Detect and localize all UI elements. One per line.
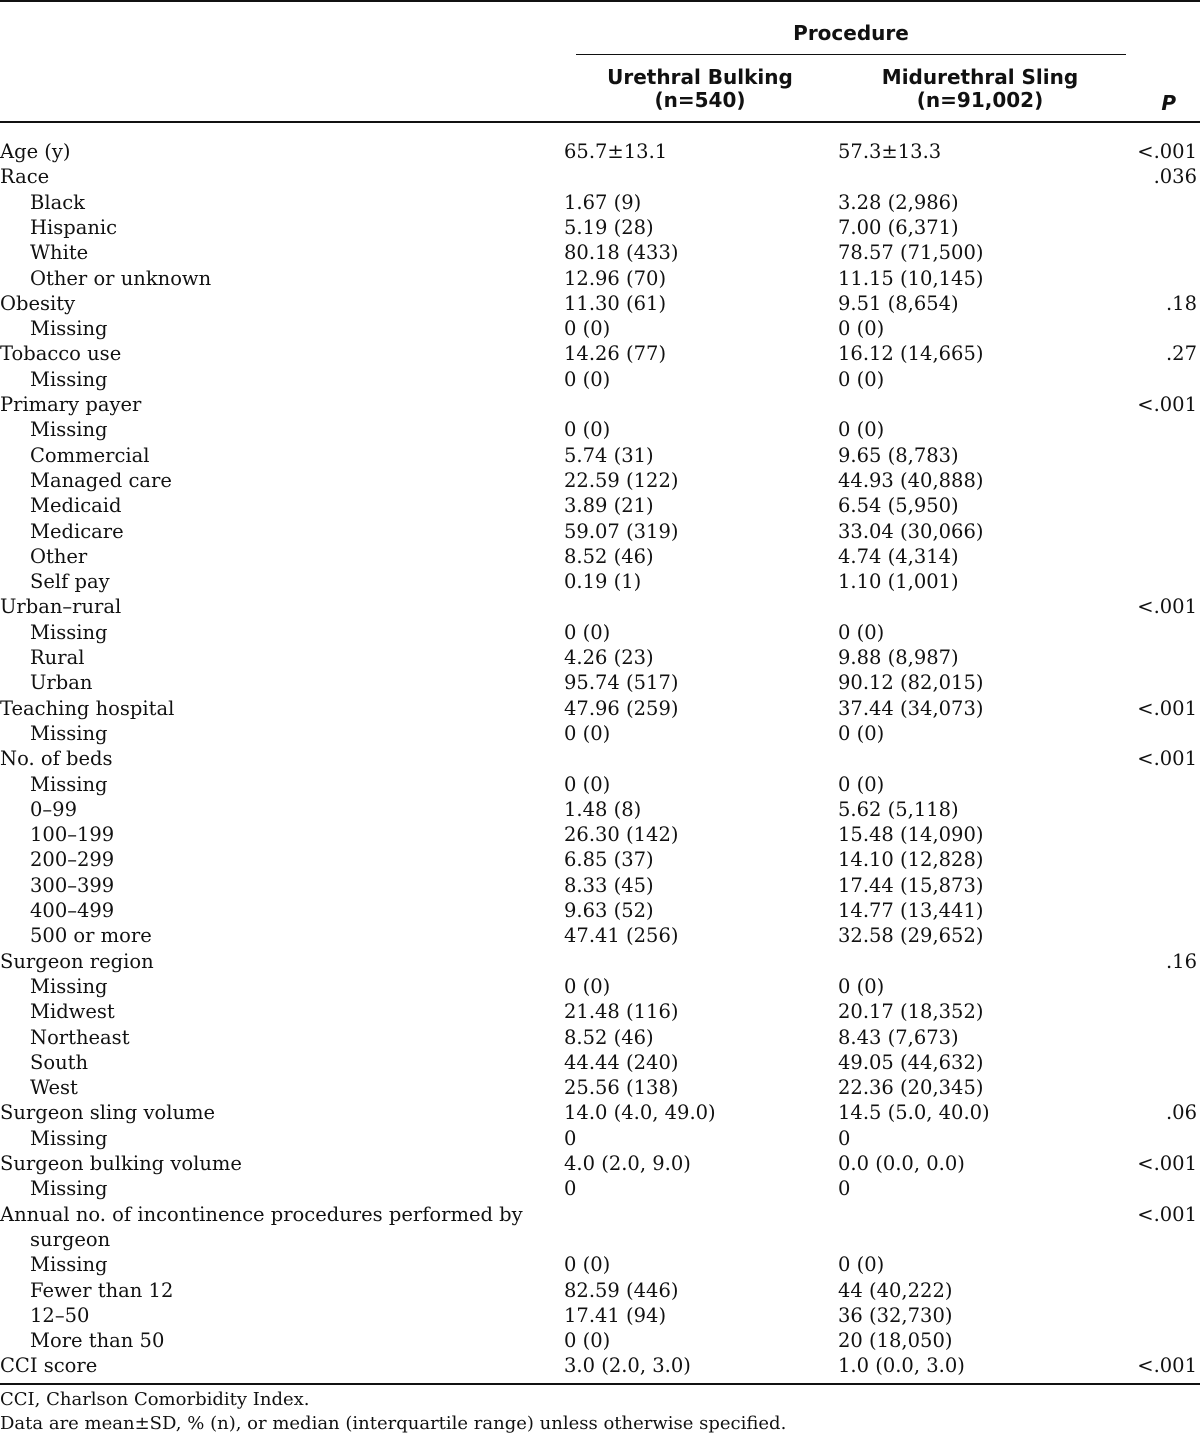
row-label: 12–50 xyxy=(30,1303,90,1327)
row-label: Surgeon region xyxy=(0,949,154,973)
urethral-bulking-value: 0 (0) xyxy=(564,367,611,391)
urethral-bulking-value: 4.0 (2.0, 9.0) xyxy=(564,1152,691,1175)
urethral-bulking-value: 0 (0) xyxy=(564,1253,611,1277)
table-row xyxy=(0,1252,1200,1277)
midurethral-sling-value: 0 (0) xyxy=(838,317,885,341)
row-label: Missing xyxy=(30,1177,108,1201)
row-label: Tobacco use xyxy=(0,342,122,366)
table-row xyxy=(0,1202,1200,1227)
table-row xyxy=(0,493,1200,518)
table-row xyxy=(0,468,1200,493)
midurethral-sling-value: 3.28 (2,986) xyxy=(838,190,959,214)
p-value: .18 xyxy=(1165,291,1197,315)
table-row xyxy=(0,772,1200,797)
row-label: Primary payer xyxy=(0,393,142,416)
urethral-bulking-value: 8.33 (45) xyxy=(564,873,654,897)
p-value: <.001 xyxy=(1137,595,1197,619)
midurethral-sling-value: 90.12 (82,015) xyxy=(838,671,984,695)
urethral-bulking-value: 3.89 (21) xyxy=(564,494,654,518)
table-row xyxy=(0,1303,1200,1328)
midurethral-sling-value: 0 (0) xyxy=(838,620,885,644)
row-label: White xyxy=(30,241,89,265)
p-value: <.001 xyxy=(1137,140,1197,163)
midurethral-sling-value: 0.0 (0.0, 0.0) xyxy=(838,1152,965,1175)
row-label: 500 or more xyxy=(30,924,152,948)
p-value: .27 xyxy=(1165,342,1197,366)
row-label: Missing xyxy=(30,317,108,341)
row-label: Missing xyxy=(30,772,108,796)
procedure-header: Procedure xyxy=(793,21,909,45)
midurethral-sling-title: Midurethral Sling xyxy=(881,65,1079,89)
table-row xyxy=(0,367,1200,392)
row-label: Urban xyxy=(30,671,93,695)
urethral-bulking-value: 80.18 (433) xyxy=(564,241,679,265)
midurethral-sling-value: 0 (0) xyxy=(838,721,885,745)
midurethral-sling-value: 0 (0) xyxy=(838,418,885,442)
row-label: Other or unknown xyxy=(30,266,212,290)
table-row xyxy=(0,1126,1200,1151)
row-label: West xyxy=(30,1076,78,1100)
row-label: Hispanic xyxy=(30,215,118,239)
header-rule xyxy=(0,121,1200,123)
table-row xyxy=(0,1050,1200,1075)
urethral-bulking-value: 5.74 (31) xyxy=(564,443,654,467)
table-row xyxy=(0,139,1200,164)
urethral-bulking-value: 22.59 (122) xyxy=(564,468,679,492)
midurethral-sling-value: 11.15 (10,145) xyxy=(838,266,984,290)
table-row xyxy=(0,266,1200,291)
urethral-bulking-value: 82.59 (446) xyxy=(564,1278,679,1302)
urethral-bulking-value: 25.56 (138) xyxy=(564,1076,679,1100)
midurethral-sling-value: 1.0 (0.0, 3.0) xyxy=(838,1354,965,1378)
urethral-bulking-value: 0 (0) xyxy=(564,1329,611,1353)
midurethral-sling-value: 22.36 (20,345) xyxy=(838,1076,984,1100)
table-row xyxy=(0,519,1200,544)
table-row xyxy=(0,898,1200,923)
urethral-bulking-value: 11.30 (61) xyxy=(564,291,667,315)
row-label: Managed care xyxy=(30,468,172,492)
row-label: 300–399 xyxy=(30,873,115,897)
midurethral-sling-value: 9.88 (8,987) xyxy=(838,646,959,669)
table-row xyxy=(0,873,1200,898)
table-row xyxy=(0,999,1200,1024)
urethral-bulking-value: 8.52 (46) xyxy=(564,544,654,568)
table-row xyxy=(0,392,1200,417)
midurethral-sling-value: 6.54 (5,950) xyxy=(838,494,959,518)
midurethral-sling-value: 15.48 (14,090) xyxy=(838,823,984,847)
row-label: Medicare xyxy=(30,519,124,543)
midurethral-sling-value: 5.62 (5,118) xyxy=(838,797,959,821)
table-row xyxy=(0,215,1200,240)
urethral-bulking-value: 47.96 (259) xyxy=(564,696,679,720)
row-label: Missing xyxy=(30,1253,108,1277)
table-row xyxy=(0,291,1200,316)
table-row xyxy=(0,164,1200,189)
midurethral-sling-value: 36 (32,730) xyxy=(838,1303,953,1327)
row-label: Surgeon bulking volume xyxy=(0,1152,242,1175)
midurethral-sling-value: 0 (0) xyxy=(838,974,885,998)
row-label: South xyxy=(30,1050,89,1074)
p-value: <.001 xyxy=(1137,696,1197,720)
row-label: Midwest xyxy=(30,1000,115,1024)
table-row xyxy=(0,1025,1200,1050)
row-label: Commercial xyxy=(30,443,150,467)
p-value: .036 xyxy=(1153,165,1197,189)
urethral-bulking-value: 0 xyxy=(564,1177,577,1201)
urethral-bulking-value: 95.74 (517) xyxy=(564,671,679,695)
urethral-bulking-value: 26.30 (142) xyxy=(564,823,679,847)
table-row xyxy=(0,1227,1200,1252)
row-label: Northeast xyxy=(30,1025,130,1049)
table-row xyxy=(0,620,1200,645)
row-label: Medicaid xyxy=(30,494,122,518)
table-row xyxy=(0,443,1200,468)
row-label: 400–499 xyxy=(30,899,115,922)
midurethral-sling-value: 7.00 (6,371) xyxy=(838,215,959,239)
urethral-bulking-value: 0 (0) xyxy=(564,974,611,998)
urethral-bulking-value: 0 (0) xyxy=(564,620,611,644)
urethral-bulking-value: 17.41 (94) xyxy=(564,1303,667,1327)
table-row xyxy=(0,190,1200,215)
row-label: Surgeon sling volume xyxy=(0,1101,216,1125)
table-top-rule xyxy=(0,0,1200,2)
row-label: Teaching hospital xyxy=(0,696,175,720)
table-row xyxy=(0,594,1200,619)
table-row xyxy=(0,544,1200,569)
p-value: <.001 xyxy=(1137,1202,1197,1226)
table-row xyxy=(0,721,1200,746)
row-label: Fewer than 12 xyxy=(30,1278,174,1302)
table-row xyxy=(0,797,1200,822)
table-row xyxy=(0,670,1200,695)
urethral-bulking-value: 6.85 (37) xyxy=(564,848,654,872)
table-row xyxy=(0,316,1200,341)
table-row xyxy=(0,949,1200,974)
p-value: <.001 xyxy=(1137,747,1197,771)
p-value: <.001 xyxy=(1137,393,1197,416)
urethral-bulking-value: 0.19 (1) xyxy=(564,570,642,594)
footnote-data-format: Data are mean±SD, % (n), or median (interquartile range) unless otherwise specified. xyxy=(0,1413,787,1434)
table-row xyxy=(0,822,1200,847)
urethral-bulking-value: 65.7±13.1 xyxy=(564,140,668,163)
p-value-header: P xyxy=(1161,91,1176,115)
midurethral-sling-value: 0 xyxy=(838,1126,851,1150)
midurethral-sling-value: 44.93 (40,888) xyxy=(838,468,984,492)
row-label: Missing xyxy=(30,974,108,998)
table-row xyxy=(0,696,1200,721)
procedure-underline xyxy=(576,54,1126,55)
midurethral-sling-value: 14.10 (12,828) xyxy=(838,848,984,872)
row-label: Self pay xyxy=(30,570,110,594)
urethral-bulking-header xyxy=(570,66,830,112)
row-label: Other xyxy=(30,544,88,568)
table-row xyxy=(0,1353,1200,1378)
urethral-bulking-value: 47.41 (256) xyxy=(564,924,679,948)
midurethral-sling-value: 8.43 (7,673) xyxy=(838,1025,959,1049)
table-row xyxy=(0,1100,1200,1125)
urethral-bulking-value: 14.0 (4.0, 49.0) xyxy=(564,1101,716,1125)
midurethral-sling-value: 14.5 (5.0, 40.0) xyxy=(838,1101,990,1125)
urethral-bulking-value: 0 (0) xyxy=(564,721,611,745)
midurethral-sling-value: 20.17 (18,352) xyxy=(838,1000,984,1024)
table-row xyxy=(0,1278,1200,1303)
urethral-bulking-value: 0 xyxy=(564,1126,577,1150)
urethral-bulking-value: 44.44 (240) xyxy=(564,1050,679,1074)
urethral-bulking-value: 21.48 (116) xyxy=(564,1000,679,1024)
urethral-bulking-value: 59.07 (319) xyxy=(564,519,679,543)
table-bottom-rule xyxy=(0,1383,1200,1385)
table-row xyxy=(0,1151,1200,1176)
row-label: 100–199 xyxy=(30,823,115,847)
table-row xyxy=(0,645,1200,670)
urethral-bulking-n: (n=540) xyxy=(654,88,746,112)
table-row xyxy=(0,1328,1200,1353)
table-row xyxy=(0,847,1200,872)
table-row xyxy=(0,974,1200,999)
midurethral-sling-value: 49.05 (44,632) xyxy=(838,1050,984,1074)
midurethral-sling-value: 32.58 (29,652) xyxy=(838,924,984,948)
row-label: Urban–rural xyxy=(0,595,122,619)
urethral-bulking-title: Urethral Bulking xyxy=(607,65,793,89)
midurethral-sling-value: 9.51 (8,654) xyxy=(838,291,959,315)
midurethral-sling-value: 4.74 (4,314) xyxy=(838,544,959,568)
row-label: 200–299 xyxy=(30,848,115,872)
table-row xyxy=(0,746,1200,771)
table-row xyxy=(0,1075,1200,1100)
row-label: Missing xyxy=(30,418,108,442)
midurethral-sling-value: 57.3±13.3 xyxy=(838,140,942,163)
footnote-abbreviation: CCI, Charlson Comorbidity Index. xyxy=(0,1389,310,1410)
midurethral-sling-value: 0 xyxy=(838,1177,851,1201)
row-label: Obesity xyxy=(0,291,76,315)
urethral-bulking-value: 1.48 (8) xyxy=(564,797,642,821)
midurethral-sling-header xyxy=(835,66,1125,112)
midurethral-sling-value: 20 (18,050) xyxy=(838,1329,953,1353)
midurethral-sling-value: 1.10 (1,001) xyxy=(838,570,959,594)
table-row xyxy=(0,923,1200,948)
row-label: Missing xyxy=(30,721,108,745)
p-value: <.001 xyxy=(1137,1354,1197,1378)
urethral-bulking-value: 0 (0) xyxy=(564,317,611,341)
row-label: Rural xyxy=(30,646,85,669)
table-row xyxy=(0,569,1200,594)
midurethral-sling-value: 37.44 (34,073) xyxy=(838,696,984,720)
urethral-bulking-value: 5.19 (28) xyxy=(564,215,654,239)
row-label: More than 50 xyxy=(30,1329,165,1353)
midurethral-sling-value: 78.57 (71,500) xyxy=(838,241,984,265)
row-label: Missing xyxy=(30,1126,108,1150)
midurethral-sling-value: 9.65 (8,783) xyxy=(838,443,959,467)
row-label: Age (y) xyxy=(0,140,71,163)
urethral-bulking-value: 3.0 (2.0, 3.0) xyxy=(564,1354,691,1378)
urethral-bulking-value: 14.26 (77) xyxy=(564,342,667,366)
row-label: Race xyxy=(0,165,50,189)
p-value: <.001 xyxy=(1137,1152,1197,1175)
urethral-bulking-value: 9.63 (52) xyxy=(564,899,654,922)
urethral-bulking-value: 12.96 (70) xyxy=(564,266,667,290)
urethral-bulking-value: 4.26 (23) xyxy=(564,646,654,669)
midurethral-sling-value: 16.12 (14,665) xyxy=(838,342,984,366)
row-label: Annual no. of incontinence procedures performed by xyxy=(0,1202,523,1226)
midurethral-sling-value: 0 (0) xyxy=(838,772,885,796)
row-label: surgeon xyxy=(30,1227,111,1251)
row-label: Black xyxy=(30,190,85,214)
urethral-bulking-value: 0 (0) xyxy=(564,418,611,442)
midurethral-sling-value: 33.04 (30,066) xyxy=(838,519,984,543)
row-label: CCI score xyxy=(0,1354,98,1378)
urethral-bulking-value: 8.52 (46) xyxy=(564,1025,654,1049)
midurethral-sling-value: 0 (0) xyxy=(838,367,885,391)
row-label: Missing xyxy=(30,620,108,644)
table-row xyxy=(0,417,1200,442)
row-label: Missing xyxy=(30,367,108,391)
p-value: .16 xyxy=(1165,949,1197,973)
midurethral-sling-value: 44 (40,222) xyxy=(838,1278,953,1302)
midurethral-sling-n: (n=91,002) xyxy=(916,88,1044,112)
midurethral-sling-value: 17.44 (15,873) xyxy=(838,873,984,897)
table-row xyxy=(0,341,1200,366)
p-value: .06 xyxy=(1165,1101,1197,1125)
table-row xyxy=(0,240,1200,265)
urethral-bulking-value: 0 (0) xyxy=(564,772,611,796)
row-label: No. of beds xyxy=(0,747,113,771)
row-label: 0–99 xyxy=(30,797,77,821)
midurethral-sling-value: 0 (0) xyxy=(838,1253,885,1277)
urethral-bulking-value: 1.67 (9) xyxy=(564,190,642,214)
midurethral-sling-value: 14.77 (13,441) xyxy=(838,899,984,922)
table-row xyxy=(0,1176,1200,1201)
